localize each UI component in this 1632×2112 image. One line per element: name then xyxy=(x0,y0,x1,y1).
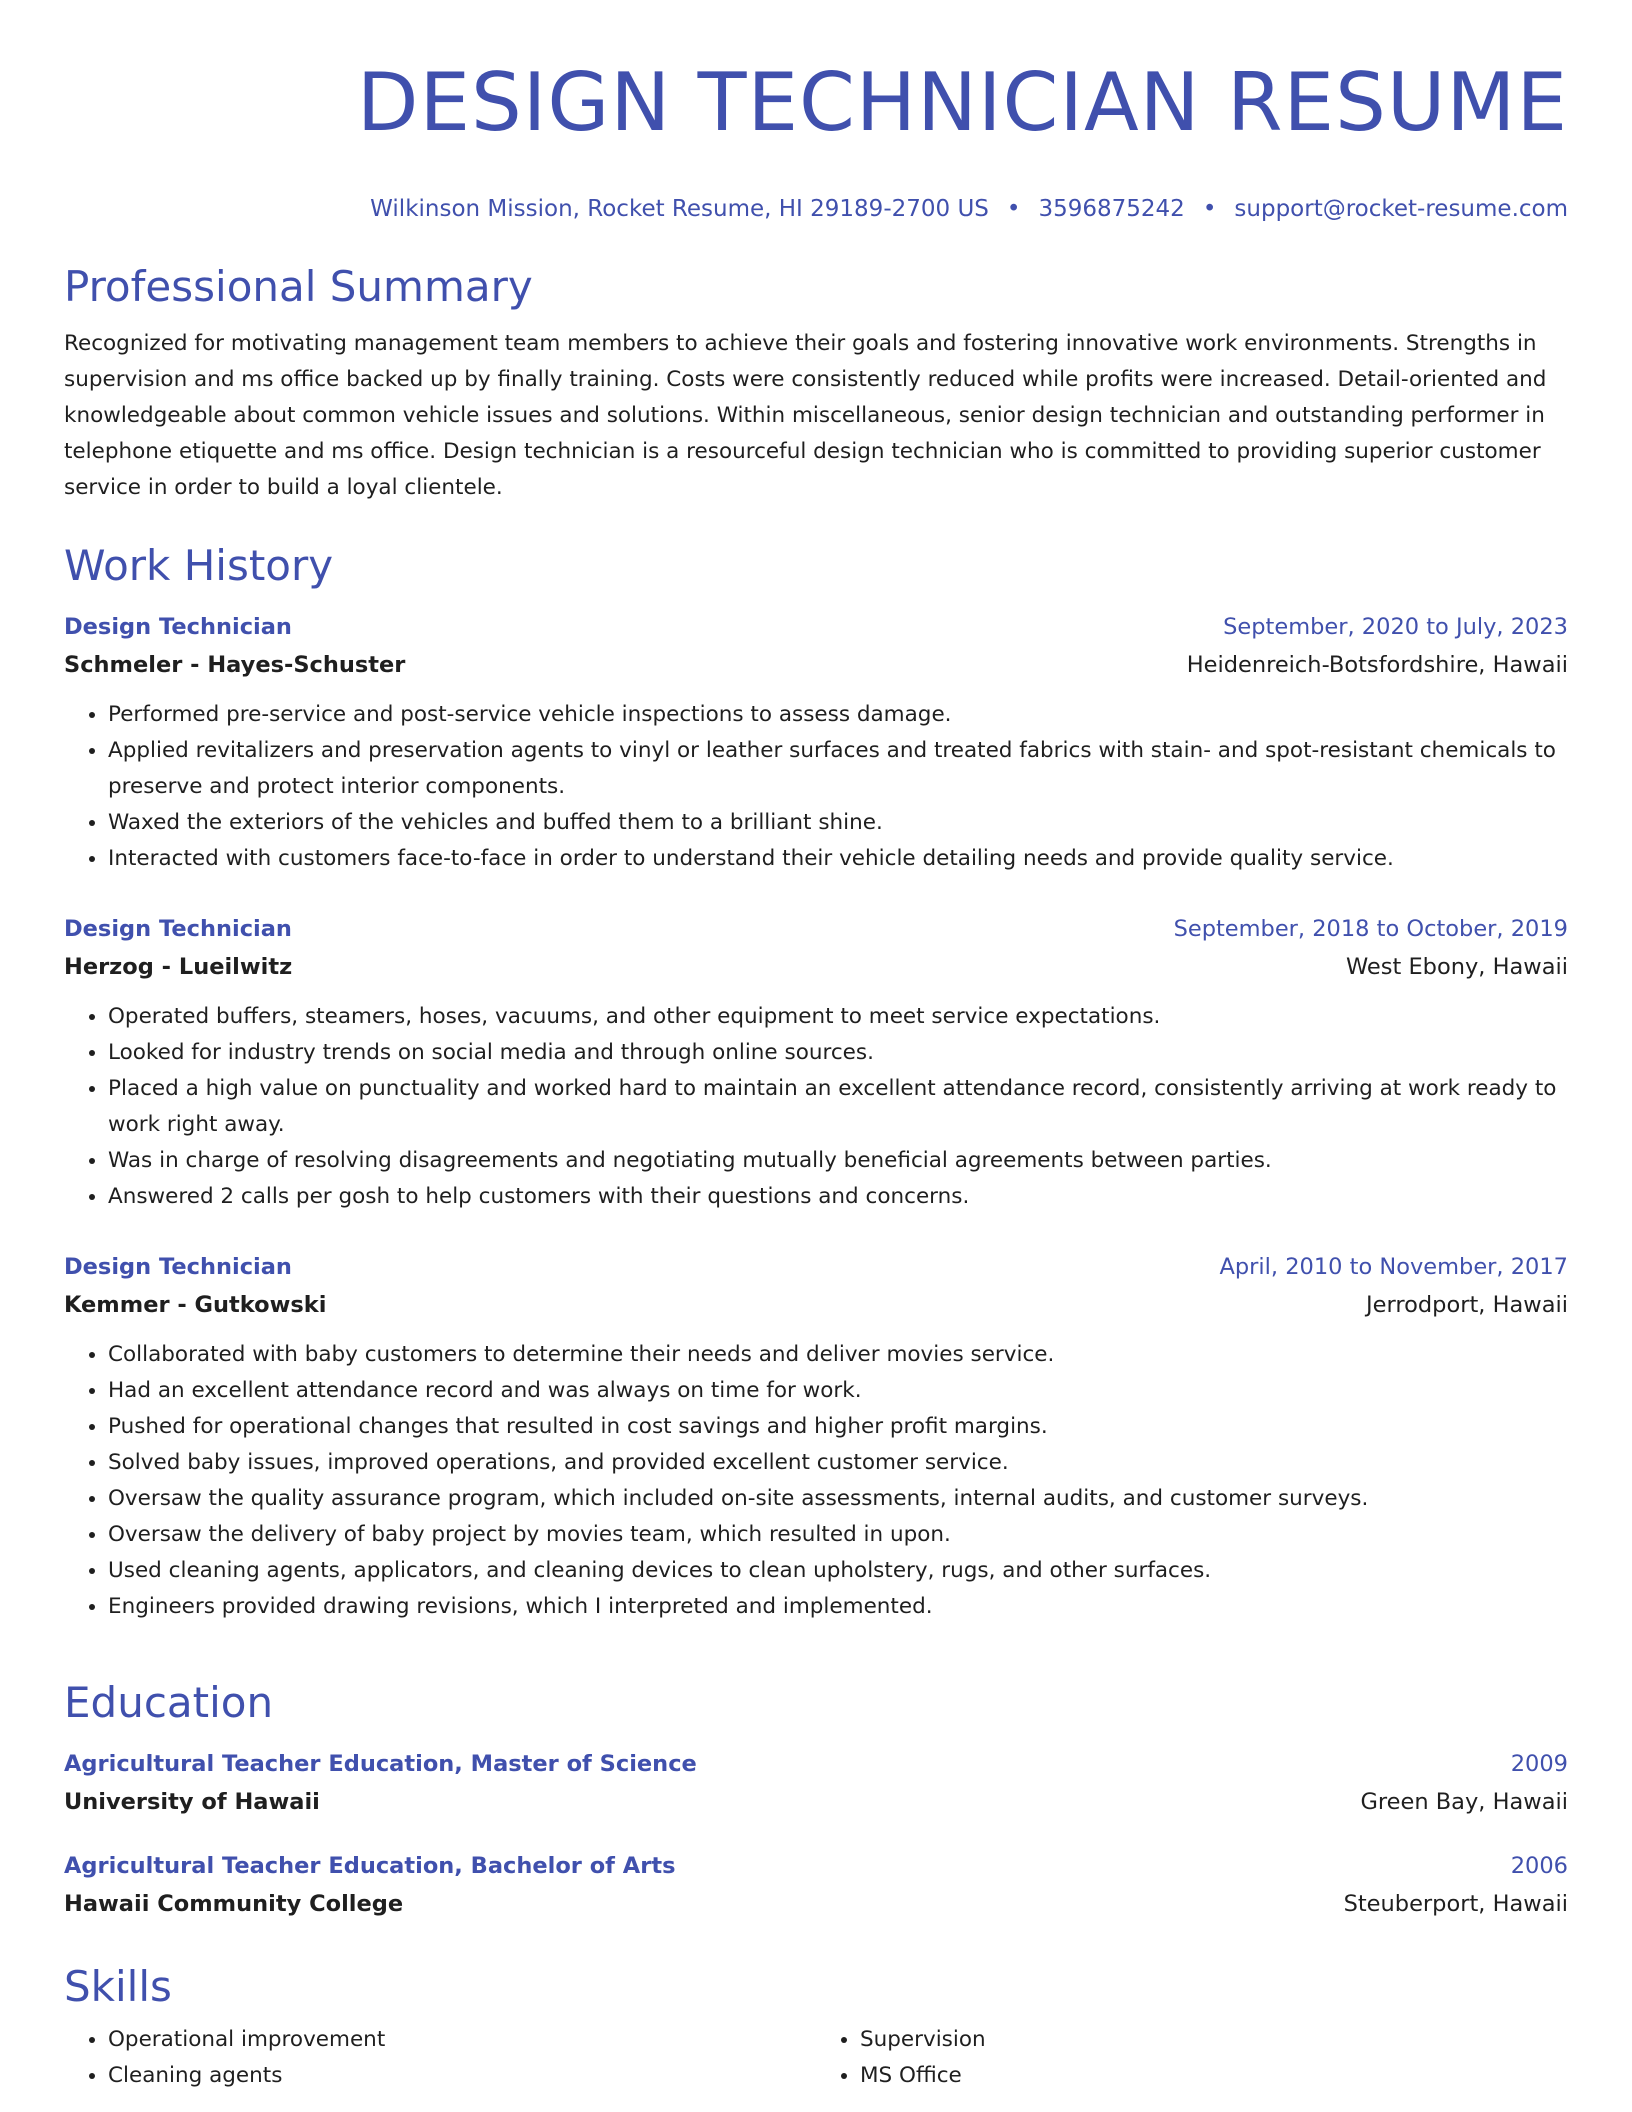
summary-text: Recognized for motivating management team members to achieve their goals and fostering innovative work environments. Strengths in supervision and ms office backed up by finally training. Costs were consistently reduced while profits were increased. Detail-oriented and knowledgeable about common vehicle issues and solutions. Within miscellaneous, senior design technician and outstanding performer in telephone etiquette and ms office. Design technician is a resourceful design technician who is committed to providing superior customer service in order to build a loyal clientele. xyxy=(64,331,1547,500)
job-entry xyxy=(64,1249,1568,1625)
resume-title: DESIGN TECHNICIAN RESUME xyxy=(356,56,1568,149)
contact-phone: 3596875242 xyxy=(1038,196,1185,222)
separator-dot: • xyxy=(1202,196,1217,222)
skills-grid xyxy=(64,2022,1568,2094)
job-bullet: • Pushed for operational changes that resulted in cost savings and higher profit margins. xyxy=(108,1409,1568,1445)
education-year: 2009 xyxy=(1510,1751,1568,1777)
job-bullet: • Was in charge of resolving disagreements and negotiating mutually beneficial agreements between parties. xyxy=(108,1143,1568,1179)
education-location: Green Bay, Hawaii xyxy=(1360,1789,1568,1815)
skill-item: • MS Office xyxy=(860,2058,1568,2094)
education-section xyxy=(64,1678,1568,1924)
education-year: 2006 xyxy=(1510,1853,1568,1879)
education-degree: Agricultural Teacher Education, Master of Science xyxy=(64,1751,697,1777)
job-bullet: • Oversaw the quality assurance program, which included on-site assessments, internal audits, and customer surveys. xyxy=(108,1481,1568,1517)
job-company: Schmeler - Hayes-Schuster xyxy=(64,652,406,678)
education-degree: Agricultural Teacher Education, Bachelor of Arts xyxy=(64,1853,676,1879)
education-heading: Education xyxy=(64,1678,274,1727)
job-bullet: • Oversaw the delivery of baby project by movies team, which resulted in upon. xyxy=(108,1517,1568,1553)
job-entry xyxy=(64,911,1568,1215)
work-history-heading: Work History xyxy=(64,541,334,590)
job-bullet: • Operated buffers, steamers, hoses, vacuums, and other equipment to meet service expectations. xyxy=(108,999,1568,1035)
job-entry xyxy=(64,609,1568,877)
education-school: University of Hawaii xyxy=(64,1789,320,1815)
job-dates: September, 2020 to July, 2023 xyxy=(1223,614,1568,640)
job-bullet: • Had an excellent attendance record and was always on time for work. xyxy=(108,1373,1568,1409)
job-bullet: • Collaborated with baby customers to determine their needs and deliver movies service. xyxy=(108,1337,1568,1373)
job-company: Herzog - Lueilwitz xyxy=(64,954,293,980)
job-bullet: • Answered 2 calls per gosh to help customers with their questions and concerns. xyxy=(108,1179,1568,1215)
education-location: Steuberport, Hawaii xyxy=(1343,1891,1568,1917)
job-location: Heidenreich-Botsfordshire, Hawaii xyxy=(1186,652,1568,678)
skills-heading: Skills xyxy=(64,1962,172,2011)
job-bullet: • Performed pre-service and post-service vehicle inspections to assess damage. xyxy=(108,697,1568,733)
separator-dot: • xyxy=(1006,196,1021,222)
job-bullet: • Solved baby issues, improved operations, and provided excellent customer service. xyxy=(108,1445,1568,1481)
education-school: Hawaii Community College xyxy=(64,1891,404,1917)
job-bullet: • Looked for industry trends on social media and through online sources. xyxy=(108,1035,1568,1071)
job-bullet: • Applied revitalizers and preservation agents to vinyl or leather surfaces and treated fabrics with stain- and spot-resistant chemicals to preserve and protect interior components. xyxy=(108,733,1568,805)
job-role: Design Technician xyxy=(64,916,292,942)
job-bullet: • Placed a high value on punctuality and worked hard to maintain an excellent attendance record, consistently arriving at work ready to work right away. xyxy=(108,1071,1568,1143)
contact-address: Wilkinson Mission, Rocket Resume, HI 29189-2700 US xyxy=(370,196,989,222)
job-bullets xyxy=(64,697,1568,877)
job-role: Design Technician xyxy=(64,614,292,640)
job-bullet: • Waxed the exteriors of the vehicles and buffed them to a brilliant shine. xyxy=(108,805,1568,841)
job-company: Kemmer - Gutkowski xyxy=(64,1292,327,1318)
skills-section xyxy=(64,1962,1568,2094)
contact-email: support@rocket-resume.com xyxy=(1234,196,1568,222)
summary-section xyxy=(64,262,1568,506)
job-role: Design Technician xyxy=(64,1254,292,1280)
skills-column-right xyxy=(816,2022,1568,2094)
skill-item: • Cleaning agents xyxy=(108,2058,816,2094)
job-location: Jerrodport, Hawaii xyxy=(1366,1292,1568,1318)
contact-line xyxy=(64,194,1568,224)
education-entry xyxy=(64,1848,1568,1924)
job-location: West Ebony, Hawaii xyxy=(1345,954,1568,980)
job-bullet: • Engineers provided drawing revisions, which I interpreted and implemented. xyxy=(108,1589,1568,1625)
job-bullets xyxy=(64,1337,1568,1625)
skill-item: • Supervision xyxy=(860,2022,1568,2058)
skill-item: • Operational improvement xyxy=(108,2022,816,2058)
skills-column-left xyxy=(64,2022,816,2094)
work-history-section xyxy=(64,541,1568,1625)
summary-heading: Professional Summary xyxy=(64,262,533,311)
job-dates: April, 2010 to November, 2017 xyxy=(1219,1254,1568,1280)
job-bullet: • Used cleaning agents, applicators, and cleaning devices to clean upholstery, rugs, and other surfaces. xyxy=(108,1553,1568,1589)
education-entry xyxy=(64,1746,1568,1822)
job-bullets xyxy=(64,999,1568,1215)
job-dates: September, 2018 to October, 2019 xyxy=(1173,916,1568,942)
job-bullet: • Interacted with customers face-to-face in order to understand their vehicle detailing needs and provide quality service. xyxy=(108,841,1568,877)
